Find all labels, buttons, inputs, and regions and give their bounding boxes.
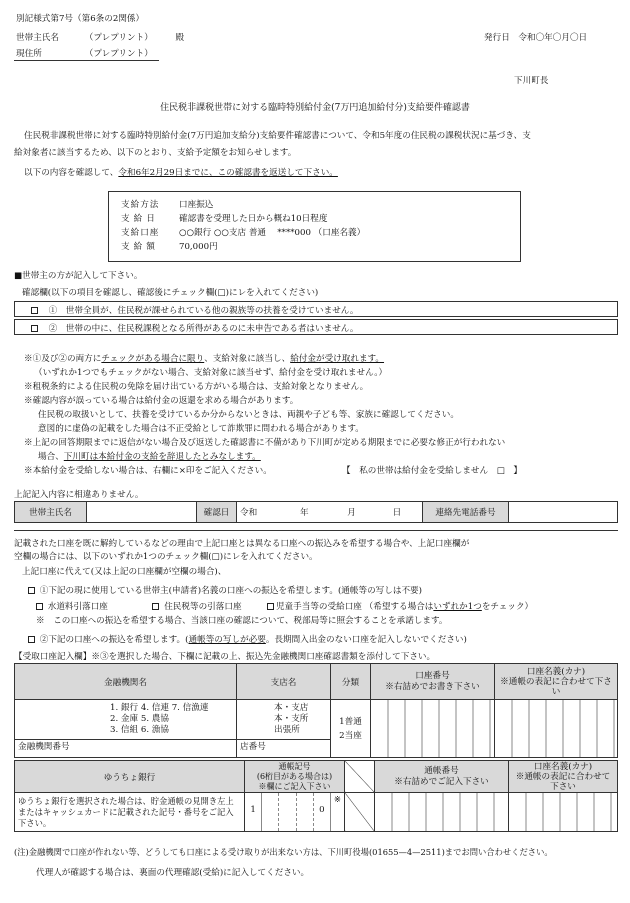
address-value: （プレプリント） [84,49,153,59]
type-header: 分類 [331,664,371,700]
sub-note-underline: いずれか1つ [433,602,482,612]
decline-note: ※本給付金を受給しない場合は、右欄に×印をご記入ください。 [24,466,272,476]
householder-value: （プレプリント） [84,33,153,43]
proxy-note: 代理人が確認する場合は、裏面の代理確認(受給)に記入してください。 [36,868,310,878]
note-text: 場合、 [38,452,64,462]
acct-number-cell[interactable] [371,700,495,758]
yucho-zero-digit: 0 [314,793,331,831]
yucho-code-sub: ※欄にご記入下さい [258,781,331,791]
form-number: 別記様式第7号（第6条の2関係） [16,14,145,24]
bank-name-header: 金融機関名 [15,664,237,700]
checkbox-1[interactable] [31,307,38,314]
option-1-checkbox[interactable] [28,587,35,594]
intro-line-1: 住民税非課税世帯に対する臨時特別給付金(7万円追加支給分)支給要件確認書について、令和5年度の住民税の課税状況に基づき、支 [24,131,531,141]
branch-cell[interactable] [237,700,331,758]
bank-code-label: 金融機関番号 [18,742,70,752]
yucho-name-sub: ※通帳の表記に合わせて下さい [515,771,611,792]
yucho-code-cell[interactable] [245,793,345,832]
acct-header [371,664,495,700]
era-text: 令和 [240,508,258,518]
note-text: 、支給対象に該当し、 [204,354,291,364]
bank-section-head: 【受取口座記入欄】※③を選択した場合、下欄に記載の上、振込先金融機関口座確認書類を添付して下さい。 [14,652,436,662]
check-row-2[interactable] [14,319,618,335]
yucho-name-header [509,761,618,793]
note-2: （いずれか1つでもチェックがない場合、支給対象に該当せず、給付金を受け取れません。） [34,368,388,378]
yucho-num-sub: ※右詰めでご記入下さい [394,776,489,787]
householder-label: 世帯主氏名 [16,33,59,43]
name-header [495,664,618,700]
tax-checkbox[interactable] [152,603,159,610]
yucho-note: ゆうちょ銀行を選択された場合は、貯金通帳の見開き左上またはキャッシュカードに記載された記号・番号をご記入下さい。 [15,793,245,832]
tel-label: 連絡先電話番号 [423,502,509,523]
sign-name-input[interactable] [87,502,197,523]
check-intro: 確認欄(以下の項目を確認し、確認後にチェック欄(□)にレを入れてください) [22,288,319,298]
payment-label: 支給口座 [121,228,160,238]
note-underline: 下川町は本給付金の支給を辞退したとみなします。 [63,452,261,462]
acct-type-line: 2当座 [339,730,362,741]
check-text-2: ② 世帯の中に、住民税課税となる所得があるのに未申告である者はいません。 [48,324,359,334]
tel-input[interactable] [509,502,618,523]
note-3: ※租税条約による住民税の免除を届け出ている方がいる場合は、支給対象となりません。 [24,382,369,392]
account-intro-2: 空欄の場合には、以下のいずれか1つのチェック欄(□)にレを入れてください。 [14,552,318,562]
yucho-table [14,760,618,832]
yucho-num-cell[interactable] [375,793,509,832]
issue-date: 発行日 令和〇年〇月〇日 [484,33,588,43]
sign-name-label: 世帯主氏名 [15,502,87,523]
option-2-text: ②下記の口座への振込を希望します。( [39,635,189,645]
yucho-slash-cell-2 [345,793,375,832]
tax-label: 住民税等の引落口座 [164,602,242,612]
payment-label: 支給日 [121,214,159,224]
option-2-underline: 通帳等の写しが必要 [188,635,266,645]
payment-info-list [121,198,365,254]
note-8 [38,450,261,462]
honorific: 殿 [175,33,185,43]
intro-line-3-text: 以下の内容を確認して、 [24,168,119,178]
footnote: (注)金融機関で口座が作れない等、どうしても口座による受け取りが出来ない方は、下川町役場(01655—4—2511)までお問い合わせください。 [14,847,553,857]
branch-header: 支店名 [237,664,331,700]
option-2-checkbox[interactable] [28,636,35,643]
branch-type-line: 本・支所 [274,714,309,724]
payment-value: ○○銀行 ○○支店 普通 ****000 （口座名義） [179,228,366,238]
bank-table [14,663,618,758]
payment-row [121,198,365,212]
payment-info-box [108,191,521,262]
address-label: 現住所 [16,49,42,59]
yucho-num-header [375,761,509,793]
payment-label: 支給額 [121,242,159,252]
payment-value: 口座振込 [179,200,214,210]
sub-note: をチェック） [481,602,534,612]
bank-type-line: 2. 金庫 5. 農協 [110,714,169,724]
payment-row [121,226,365,240]
yucho-asterisk: ※ [333,795,342,805]
option-1-sub [34,600,533,612]
check-row-1[interactable] [14,301,618,317]
intro-line-2: 給対象者に該当するため、以下のとおり、支給予定額をお知らせします。 [14,148,297,158]
intro-line-3 [24,166,338,178]
note-4: ※確認内容が誤っている場合は給付金の返還を求める場合があります。 [24,396,299,406]
bank-name-cell[interactable] [15,700,237,758]
payment-label: 支給方法 [121,200,160,210]
acct-type-cell[interactable] [331,700,371,758]
section-divider [14,530,618,531]
month-text: 月 [347,508,356,518]
note-underline: チェックがある場合に限り [101,354,205,364]
sub-note: （希望する場合は [364,602,434,612]
day-text: 日 [392,508,402,518]
water-label: 水道料引落口座 [47,602,108,612]
header-rule [14,60,159,61]
name-header-sub: ※通帳の表記に合わせて下さい [500,676,612,697]
yucho-code-sub: (6桁目がある場合は) [256,771,333,781]
deadline-text: 令和6年2月29日までに、この確認書を返送して下さい。 [118,168,338,178]
payment-row [121,240,365,254]
householder-name-row [16,31,184,43]
account-intro-3: 上記口座に代えて(又は上記の口座欄が空欄の場合)、 [22,567,227,577]
note-7: ※上記の回答期限までに返信がない場合及び返送した確認書に不備があり下川町が定める期限までに必要な修正が行われない [24,438,506,448]
branch-code-label: 店番号 [240,742,266,752]
document-title: 住民税非課税世帯に対する臨時特別給付金(7万円追加給付分)支給要件確認書 [160,103,470,113]
payment-row [121,212,365,226]
acct-header-title: 口座番号 [415,670,450,681]
bank-type-line: 1. 銀行 4. 信連 7. 信漁連 [110,703,209,713]
option-1-text: ①下記の現に使用している世帯主(申請者)名義の口座への振込を希望します。(通帳等の写しは不要) [39,586,422,596]
note-text: ※①及び②の両方に [24,354,102,364]
child-label: 児童手当等の受給口座 [275,602,362,612]
year-text: 年 [299,508,309,518]
yucho-first-digit: 1 [245,793,262,831]
acct-header-sub: ※右詰めでお書き下さい [385,681,480,692]
name-header-title: 口座名義(カナ) [526,666,586,677]
yucho-name-cell[interactable] [509,793,618,832]
yucho-num-title: 通帳番号 [424,765,459,776]
child-checkbox[interactable] [267,603,274,610]
option-1-note: ※ この口座への振込を希望する場合、当該口座の確認について、税部局等に照会することを承諾します。 [36,616,448,626]
acct-type-line: 1普通 [339,716,362,727]
sign-date-input[interactable] [237,502,423,523]
yucho-code-title: 通帳記号 [278,761,311,771]
note-5: 住民税の取扱いとして、扶養を受けているか分からないときは、両親や子ども等、家族に確認してください。 [38,410,459,420]
payment-value: 確認書を受理した日から概ね10日程度 [179,214,328,224]
sign-date-label: 確認日 [197,502,237,523]
yucho-slash-cell [345,761,375,793]
branch-type-line: 出張所 [274,725,300,735]
yucho-name-title: 口座名義(カナ) [533,761,593,772]
check-text-1: ① 世帯全員が、住民税が課せられている他の親族等の扶養を受けていません。 [48,306,359,316]
account-intro-1: 記載された口座を既に解約しているなどの理由で上記口座とは異なる口座への振込みを希望する場合や、上記口座欄が [14,539,470,549]
issuer: 下川町長 [514,76,549,86]
bank-type-line: 3. 信組 6. 漁協 [110,725,169,735]
option-2[interactable] [26,633,467,645]
section-householder: ■世帯主の方が記入して下さい。 [14,271,143,281]
yucho-header: ゆうちょ銀行 [15,761,245,793]
note-1 [24,352,384,364]
option-1[interactable] [26,584,422,596]
note-underline: 給付金が受け取れます。 [290,354,385,364]
checkbox-2[interactable] [31,325,38,332]
payment-value: 70,000円 [179,242,218,252]
note-6: 意図的に虚偽の記載をした場合は不正受給として詐欺罪に問われる場合があります。 [38,424,364,434]
water-checkbox[interactable] [36,603,43,610]
address-row [16,47,153,59]
signature-table [14,501,618,523]
acct-name-cell[interactable] [495,700,618,758]
decline-checkbox[interactable]: 【 私の世帯は給付金を受給しません □ 】 [342,466,522,476]
yucho-code-header [245,761,345,793]
branch-type-line: 本・支店 [274,703,309,713]
option-2-text: 。長期間入出金のない口座を記入しないでください) [265,635,467,645]
confirm-text: 上記記入内容に相違ありません。 [14,490,144,500]
